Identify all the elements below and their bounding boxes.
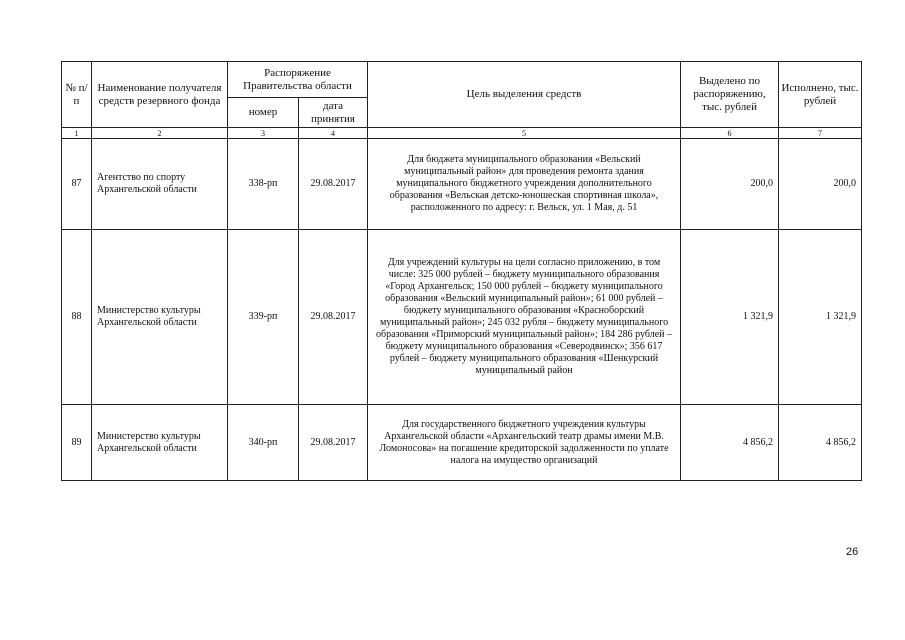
row-executed: 200,0 — [779, 139, 862, 230]
header-purpose: Цель выделения средств — [368, 62, 681, 128]
page-number: 26 — [846, 546, 859, 558]
row-num: 87 — [62, 139, 92, 230]
column-number: 4 — [299, 128, 368, 139]
column-number: 5 — [368, 128, 681, 139]
row-recipient: Агентство по спорту Архангельской области — [92, 139, 228, 230]
column-number-row — [62, 128, 862, 139]
header-num: № п/п — [62, 62, 92, 128]
column-number: 2 — [92, 128, 228, 139]
header-recipient: Наименование получателя средств резервного фонда — [92, 62, 228, 128]
column-number: 3 — [228, 128, 299, 139]
row-allocated: 1 321,9 — [681, 230, 779, 405]
column-number: 6 — [681, 128, 779, 139]
table-row — [62, 139, 862, 230]
row-purpose: Для бюджета муниципального образования «Вельский муниципальный район» для проведения ремонта здания муниципального бюджетного учреждения дополнительного образования «Вельская детско-юношеская спортивная школа», расположенного по адресу: г. Вельск, ул. 1 Мая, д. 51 — [368, 139, 681, 230]
row-allocated: 4 856,2 — [681, 405, 779, 481]
row-purpose: Для учреждений культуры на цели согласно приложению, в том числе: 325 000 рублей – бюджету муниципального образования «Город Архангельск; 150 000 рублей – бюджету муниципального образования «Вельский муниципальный район»; 61 000 рублей – бюджету муниципального образования «Красноборский муниципальный район»; 245 032 рубля – бюджету муниципального образования «Приморский муниципальный район»; 184 286 рублей – бюджету муниципального образования «Северодвинск»; 356 617 рублей – бюджету муниципального образования «Шенкурский муниципальный район — [368, 230, 681, 405]
row-allocated: 200,0 — [681, 139, 779, 230]
table-row — [62, 230, 862, 405]
header-allocated: Выделено по распоряжению, тыс. рублей — [681, 62, 779, 128]
row-order-number: 340-рп — [228, 405, 299, 481]
row-order-date: 29.08.2017 — [299, 230, 368, 405]
row-num: 89 — [62, 405, 92, 481]
table-row — [62, 405, 862, 481]
header-order-group: Распоряжение Правительства области — [228, 62, 368, 98]
column-number: 7 — [779, 128, 862, 139]
row-order-number: 339-рп — [228, 230, 299, 405]
reserve-fund-table — [61, 61, 862, 481]
row-order-number: 338-рп — [228, 139, 299, 230]
row-order-date: 29.08.2017 — [299, 405, 368, 481]
row-executed: 1 321,9 — [779, 230, 862, 405]
row-order-date: 29.08.2017 — [299, 139, 368, 230]
row-num: 88 — [62, 230, 92, 405]
column-number: 1 — [62, 128, 92, 139]
header-executed: Исполнено, тыс. рублей — [779, 62, 862, 128]
row-purpose: Для государственного бюджетного учреждения культуры Архангельской области «Архангельский театр драмы имени М.В. Ломоносова» на погашение кредиторской задолженности по уплате налога на имущество организаций — [368, 405, 681, 481]
row-recipient: Министерство культуры Архангельской области — [92, 405, 228, 481]
row-recipient: Министерство культуры Архангельской области — [92, 230, 228, 405]
header-order-number: номер — [228, 98, 299, 128]
header-order-date: дата принятия — [299, 98, 368, 128]
row-executed: 4 856,2 — [779, 405, 862, 481]
